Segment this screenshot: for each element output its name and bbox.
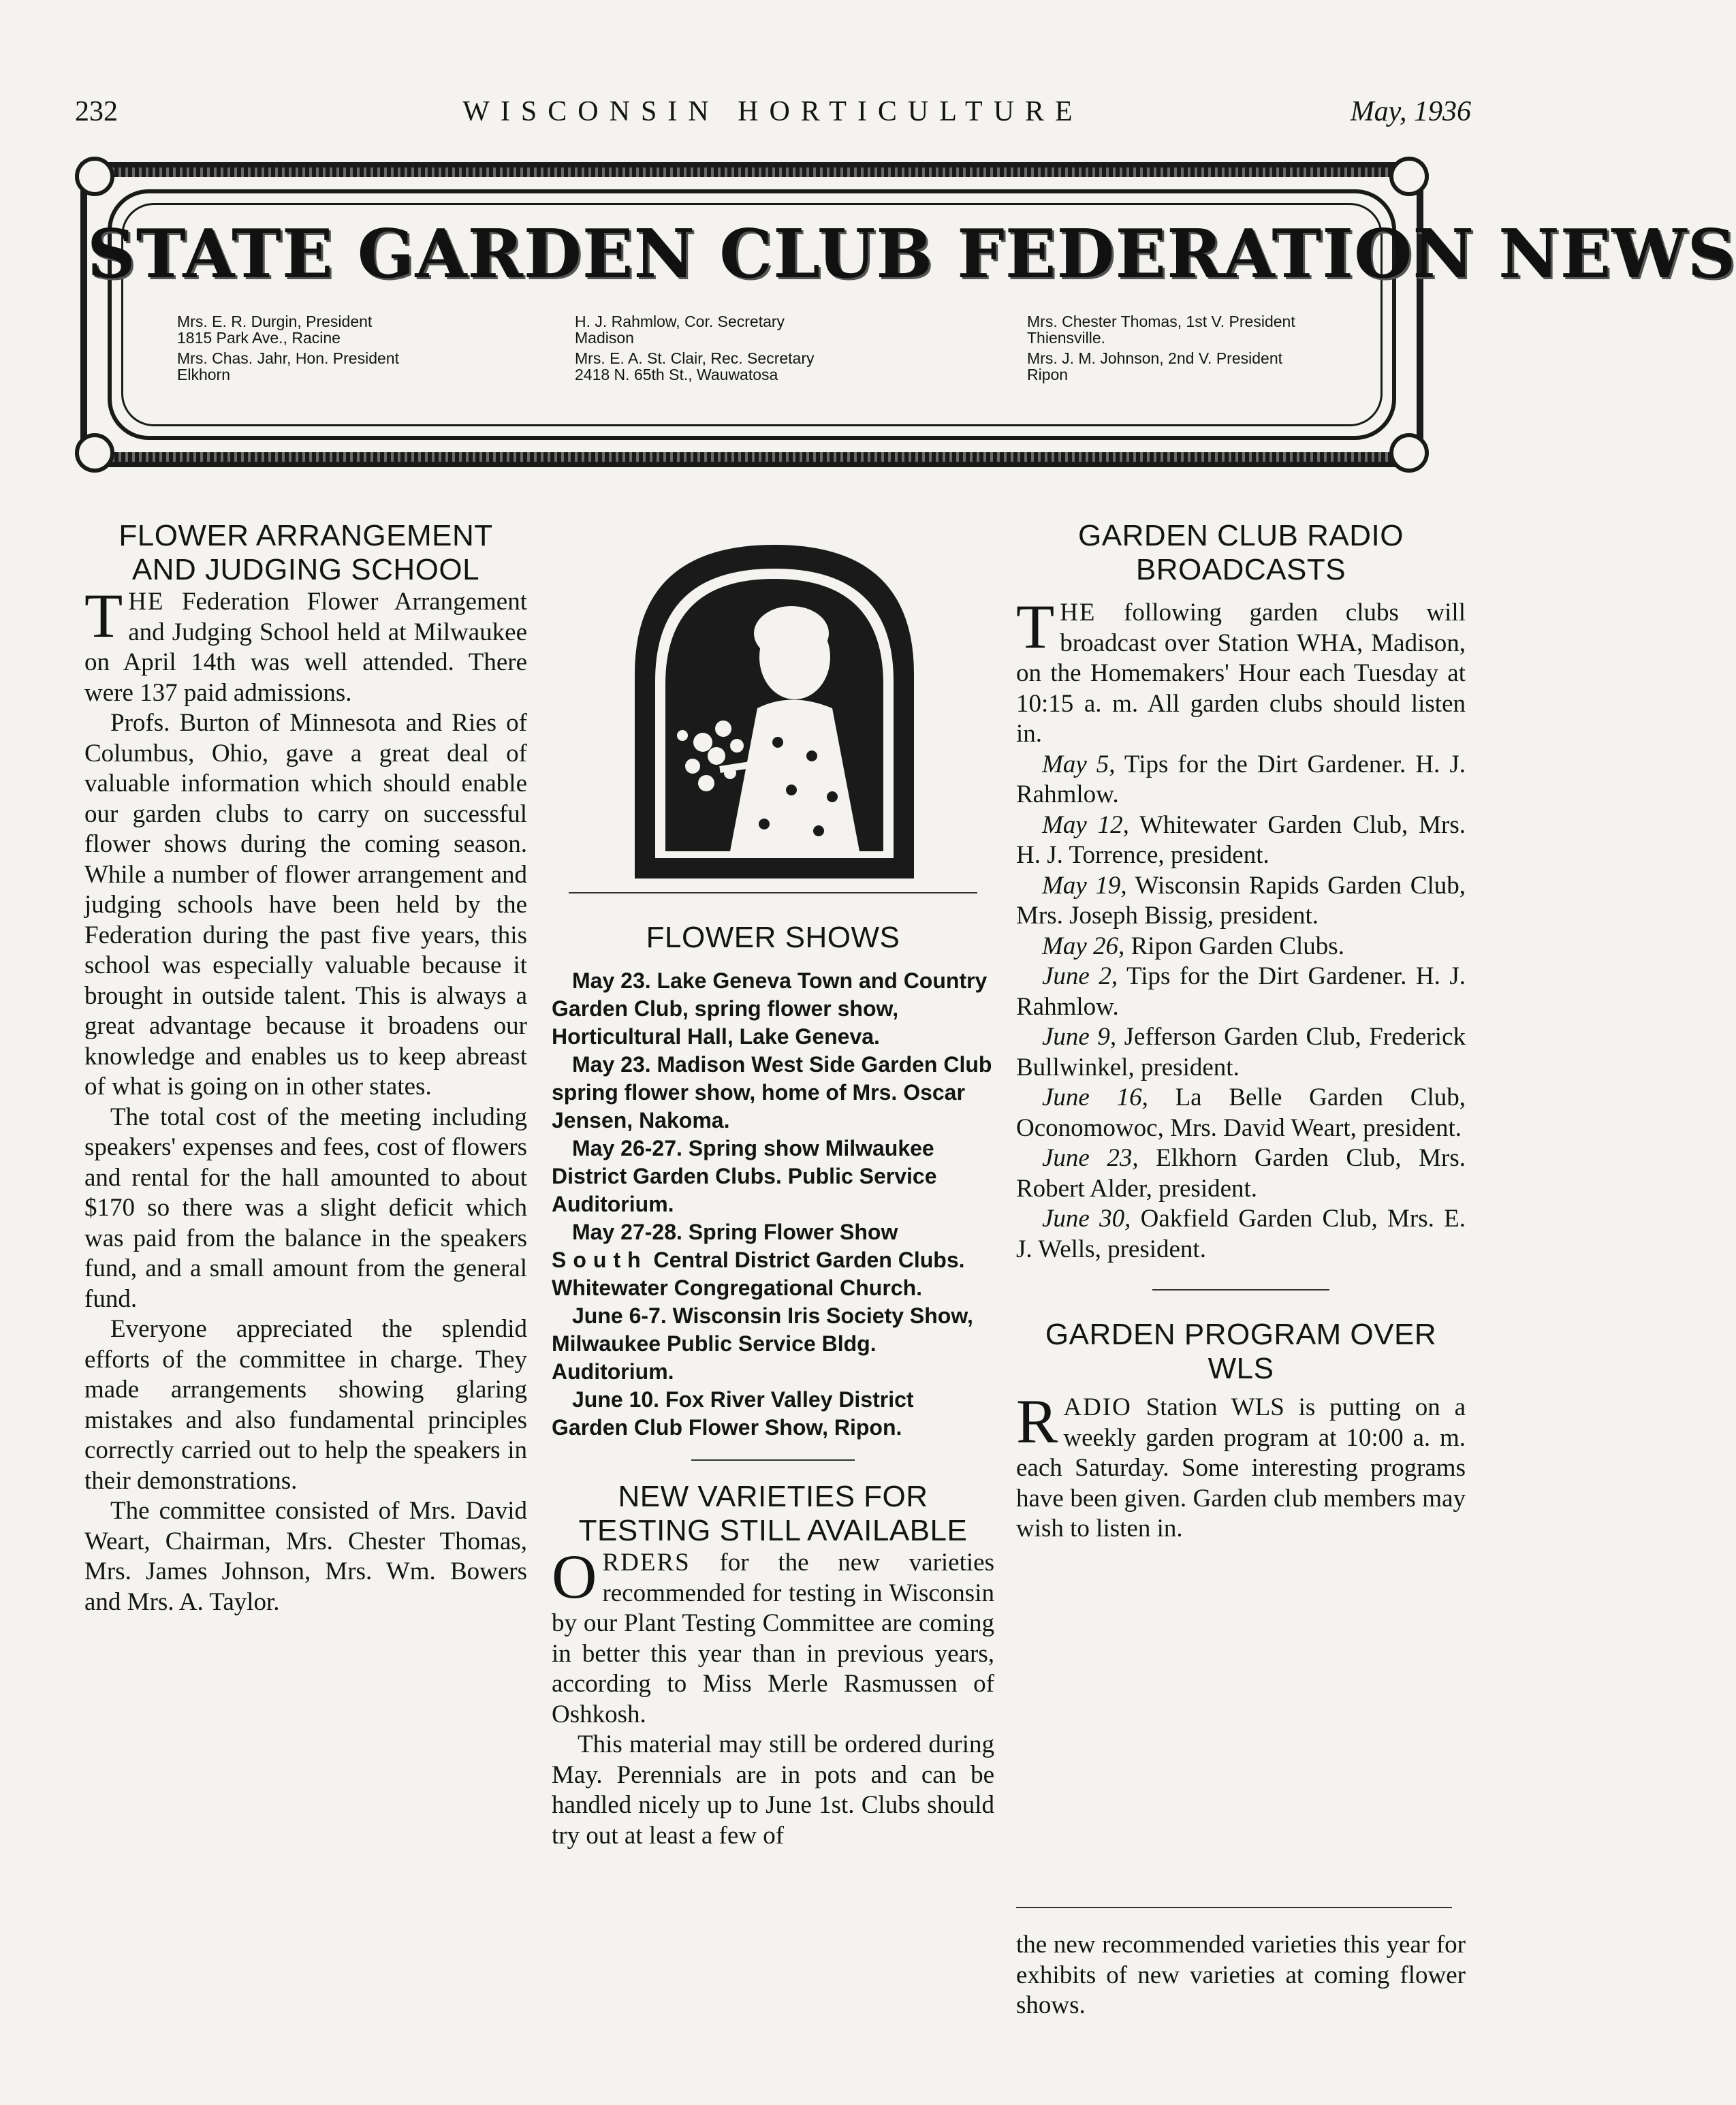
- issue-date: May, 1936: [1350, 96, 1471, 127]
- woman-with-flowers-illustration: [628, 538, 921, 879]
- flower-shows-heading: FLOWER SHOWS: [646, 921, 900, 954]
- corner-ornament-icon: [75, 157, 114, 196]
- officer-line: Thiensville.: [1027, 329, 1106, 347]
- magazine-title: WISCONSIN HORTICULTURE: [462, 96, 1084, 127]
- broadcast-entry: May 12, Whitewater Garden Club, Mrs. H. J. Torrence, president.: [1016, 810, 1466, 869]
- running-head: [75, 95, 1471, 136]
- officer-line: Mrs. J. M. Johnson, 2nd V. President: [1027, 349, 1282, 367]
- divider: [569, 892, 977, 893]
- broadcast-entry: May 5, Tips for the Dirt Gardener. H. J. Rahmlow.: [1016, 750, 1466, 808]
- masthead-band-top: [87, 168, 1417, 177]
- article-paragraph: RADIO Station WLS is putting on a weekly garden program at 10:00 a. m. each Saturday. Some interesting programs have been given. Garden club members may wish to listen in.: [1016, 1387, 1466, 1542]
- corner-ornament-icon: [1389, 433, 1429, 473]
- new-varieties-heading: NEW VARIETIES FOR TESTING STILL AVAILABLE: [578, 1480, 968, 1547]
- continued-text: the new recommended varieties this year for exhibits of new varieties at coming flower shows.: [1016, 1931, 1466, 2019]
- flower-shows-list: [552, 967, 994, 1442]
- officer-line: 1815 Park Ave., Racine: [177, 329, 341, 347]
- radio-heading: GARDEN CLUB RADIO BROADCASTS: [1078, 519, 1404, 586]
- officer-line: Mrs. Chas. Jahr, Hon. President: [177, 349, 399, 367]
- flower-show-item: May 27-28. Spring Flower Show South Central District Garden Clubs. Whitewater Congregational Church.: [552, 1220, 965, 1300]
- flower-show-item: June 10. Fox River Valley District Garden Club Flower Show, Ripon.: [552, 1387, 914, 1440]
- broadcast-entry: June 30, Oakfield Garden Club, Mrs. E. J. Wells, president.: [1016, 1205, 1466, 1263]
- article-paragraph: This material may still be ordered during May. Perennials are in pots and can be handled nicely up to June 1st. Clubs should try out at least a few of: [552, 1730, 994, 1850]
- article-paragraph: The total cost of the meeting including speakers' expenses and fees, cost of flowers and rental for the hall amounted to about $170 so there was a slight deficit which was paid from the balance in the speakers fund, and a small amount from the general fund.: [84, 1103, 527, 1313]
- drop-cap: T: [1016, 592, 1055, 661]
- officers-column-3: [1027, 313, 1395, 383]
- broadcast-entry: June 16, La Belle Garden Club, Oconomowoc, Mrs. David Weart, president.: [1016, 1083, 1466, 1142]
- broadcast-entry: June 9, Jefferson Garden Club, Frederick Bullwinkel, president.: [1016, 1023, 1466, 1081]
- masthead-band-bottom: [87, 452, 1417, 462]
- officers-list: [87, 313, 1417, 395]
- right-column: [1016, 519, 1466, 1545]
- officers-column-1: [177, 313, 545, 383]
- masthead-title: STATE GARDEN CLUB FEDERATION NEWS: [87, 215, 1736, 294]
- officer-line: Elkhorn: [177, 366, 230, 383]
- broadcast-entry: May 19, Wisconsin Rapids Garden Club, Mrs. Joseph Bissig, president.: [1016, 871, 1466, 930]
- page-number: 232: [75, 96, 118, 127]
- flower-show-item: May 23. Lake Geneva Town and Country Garden Club, spring flower show, Horticultural Hall, Lake Geneva.: [552, 968, 988, 1049]
- broadcast-entry: June 2, Tips for the Dirt Gardener. H. J. Rahmlow.: [1016, 962, 1466, 1021]
- masthead: [80, 162, 1736, 467]
- wls-heading: GARDEN PROGRAM OVER WLS: [1045, 1318, 1437, 1385]
- broadcast-entry: June 23, Elkhorn Garden Club, Mrs. Robert Alder, president.: [1016, 1144, 1466, 1203]
- officer-line: Mrs. E. A. St. Clair, Rec. Secretary: [575, 349, 815, 367]
- divider: [1016, 1907, 1452, 1908]
- drop-cap: T: [84, 581, 123, 650]
- drop-cap: O: [552, 1542, 597, 1611]
- article-paragraph: Profs. Burton of Minnesota and Ries of Columbus, Ohio, gave a great deal of valuable information which should enable our garden clubs to carry on successful flower shows during the coming season. While a number of flower arrangement and judging schools have been held by the Federation during the past five years, this school was especially valuable because it brought in outside talent. This is always a great advantage because it broadens our knowledge and enables us to keep abreast of what is going on in other states.: [84, 709, 527, 1101]
- officer-line: Mrs. Chester Thomas, 1st V. President: [1027, 313, 1295, 330]
- flower-show-item: May 26-27. Spring show Milwaukee District Garden Clubs. Public Service Auditorium.: [552, 1136, 937, 1216]
- officer-line: 2418 N. 65th St., Wauwatosa: [575, 366, 778, 383]
- drop-cap: R: [1016, 1387, 1058, 1456]
- flower-show-item: May 23. Madison West Side Garden Club spring flower show, home of Mrs. Oscar Jensen, Nakoma.: [552, 1052, 992, 1133]
- officer-line: Ripon: [1027, 366, 1069, 383]
- article-paragraph: THE following garden clubs will broadcast over Station WHA, Madison, on the Homemakers' Hour each Tuesday at 10:15 a. m. All garden clubs should listen in.: [1016, 592, 1466, 748]
- flower-show-item: June 6-7. Wisconsin Iris Society Show, Milwaukee Public Service Bldg. Auditorium.: [552, 1303, 973, 1384]
- article-judging-school: [84, 519, 527, 1617]
- officer-line: H. J. Rahmlow, Cor. Secretary: [575, 313, 785, 330]
- officer-line: Madison: [575, 329, 634, 347]
- article-paragraph: Everyone appreciated the splendid efforts of the committee in charge. They made arrangements showing glaring mistakes and also fundamental principles correctly carried out to help the speakers in their demonstrations.: [84, 1315, 527, 1495]
- corner-ornament-icon: [75, 433, 114, 473]
- officers-column-2: [575, 313, 943, 383]
- article-heading: FLOWER ARRANGEMENT AND JUDGING SCHOOL: [119, 519, 493, 586]
- article-paragraph: THE Federation Flower Arrangement and Judging School held at Milwaukee on April 14th was well attended. There were 137 paid admissions.: [84, 581, 527, 707]
- broadcast-entry: May 26, Ripon Garden Clubs.: [1042, 932, 1344, 960]
- officer-line: Mrs. E. R. Durgin, President: [177, 313, 373, 330]
- corner-ornament-icon: [1389, 157, 1429, 196]
- divider: [1152, 1289, 1329, 1291]
- middle-column: [552, 892, 994, 1851]
- article-paragraph: The committee consisted of Mrs. David Weart, Chairman, Mrs. Chester Thomas, Mrs. James Johnson, Mrs. Wm. Bowers and Mrs. A. Taylor.: [84, 1497, 527, 1616]
- article-paragraph: ORDERS for the new varieties recommended for testing in Wisconsin by our Plant Testing Committee are coming in better this year than in previous years, according to Miss Merle Rasmussen of Oshkosh.: [552, 1542, 994, 1728]
- divider: [691, 1459, 855, 1461]
